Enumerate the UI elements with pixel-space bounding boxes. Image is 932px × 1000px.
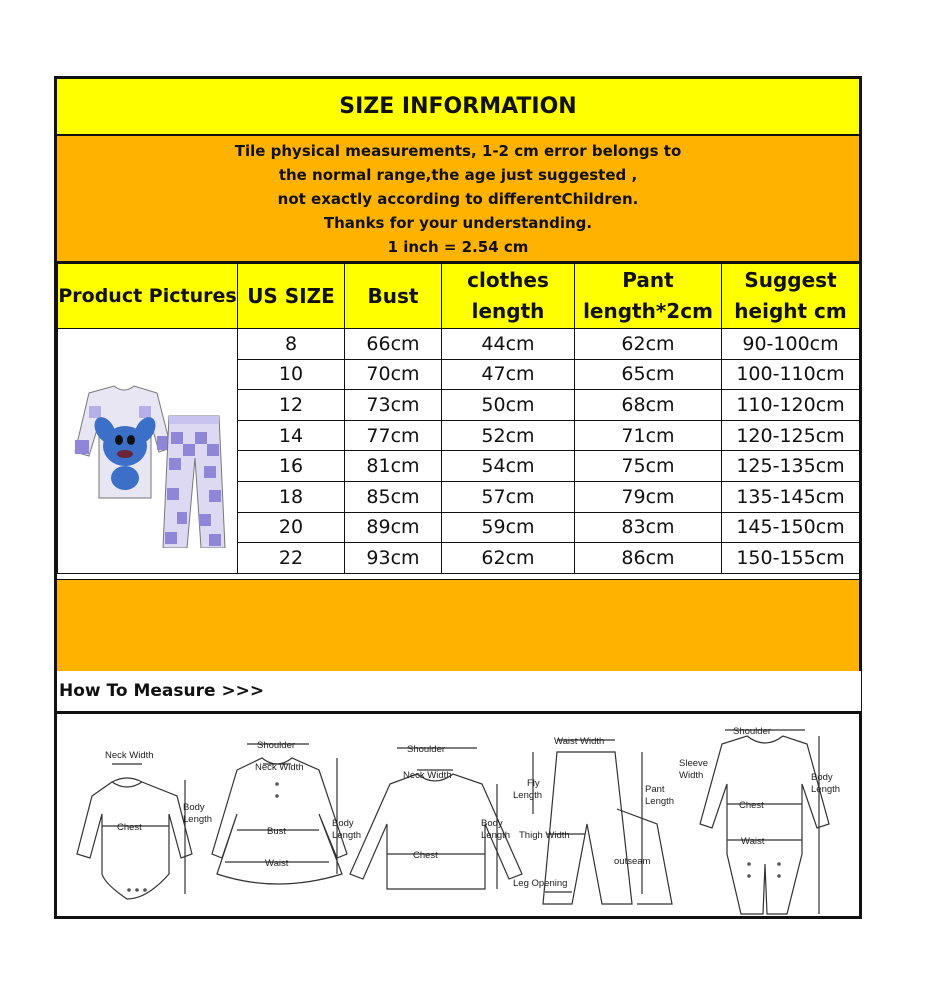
label-body: Body — [183, 802, 205, 813]
table-header-row — [58, 264, 860, 329]
cell-height: 100-110cm — [722, 359, 860, 390]
label-waist-width: Waist Width — [554, 736, 605, 747]
label-body: Body — [332, 818, 354, 829]
cell-bust: 85cm — [345, 481, 442, 512]
cell-bust: 89cm — [345, 512, 442, 543]
cell-bust: 73cm — [345, 390, 442, 421]
label-shoulder: Shoulder — [407, 744, 446, 755]
cell-clothes-length: 62cm — [442, 543, 575, 574]
cell-clothes-length: 50cm — [442, 390, 575, 421]
header-bust: Bust — [345, 264, 442, 329]
cell-bust: 77cm — [345, 420, 442, 451]
cell-clothes-length: 57cm — [442, 481, 575, 512]
label-body: Body — [481, 818, 503, 829]
label-pant: Pant — [645, 784, 665, 795]
label-length: Length — [481, 830, 511, 841]
note-line: 1 inch = 2.54 cm — [387, 237, 529, 256]
cell-pant-length: 83cm — [575, 512, 722, 543]
cell-size: 20 — [238, 512, 345, 543]
cell-clothes-length: 44cm — [442, 329, 575, 360]
cell-pant-length: 86cm — [575, 543, 722, 574]
size-chart — [54, 76, 862, 919]
cell-size: 14 — [238, 420, 345, 451]
cell-size: 18 — [238, 481, 345, 512]
label-sleeve: Sleeve — [679, 758, 709, 769]
cell-size: 10 — [238, 359, 345, 390]
product-picture — [58, 329, 238, 574]
cell-clothes-length: 59cm — [442, 512, 575, 543]
label-pant-length: Length — [645, 796, 675, 807]
label-length: Length — [332, 830, 362, 841]
note-line: Tile physical measurements, 1-2 cm error belongs to — [234, 141, 682, 160]
table-row — [58, 329, 860, 360]
cell-pant-length: 71cm — [575, 420, 722, 451]
cell-bust: 81cm — [345, 451, 442, 482]
label-chest: Chest — [739, 800, 764, 811]
cell-clothes-length: 47cm — [442, 359, 575, 390]
cell-pant-length: 68cm — [575, 390, 722, 421]
cell-pant-length: 65cm — [575, 359, 722, 390]
cell-height: 125-135cm — [722, 451, 860, 482]
label-body: Body — [811, 772, 833, 783]
header-product-pictures: Product Pictures — [58, 264, 238, 329]
cell-height: 110-120cm — [722, 390, 860, 421]
label-chest: Chest — [413, 850, 438, 861]
how-to-measure-heading: How To Measure >>> — [57, 671, 861, 714]
label-waist: Waist — [265, 858, 289, 869]
cell-height: 150-155cm — [722, 543, 860, 574]
cell-pant-length: 62cm — [575, 329, 722, 360]
label-sleeve-width: Width — [679, 770, 704, 781]
label-thigh-width: Thigh Width — [519, 830, 570, 841]
header-clothes-length: clothes length — [442, 264, 575, 329]
cell-clothes-length: 54cm — [442, 451, 575, 482]
note-line: not exactly according to differentChildren. — [277, 189, 639, 208]
cell-height: 145-150cm — [722, 512, 860, 543]
note-line: Thanks for your understanding. — [323, 213, 593, 232]
measurement-diagrams — [57, 714, 859, 916]
label-neck-width: Neck Width — [255, 762, 304, 773]
label-neck-width: Neck Width — [403, 770, 452, 781]
header-pant-length: Pant length*2cm — [575, 264, 722, 329]
header-us-size: US SIZE — [238, 264, 345, 329]
size-table — [57, 263, 860, 574]
cell-size: 8 — [238, 329, 345, 360]
label-fly-length: Length — [513, 790, 543, 801]
label-shoulder: Shoulder — [257, 740, 296, 751]
label-waist: Waist — [741, 836, 765, 847]
cell-size: 16 — [238, 451, 345, 482]
header-suggest-height: Suggest height cm — [722, 264, 860, 329]
cell-pant-length: 79cm — [575, 481, 722, 512]
cell-clothes-length: 52cm — [442, 420, 575, 451]
label-neck-width: Neck Width — [105, 750, 154, 761]
note-line: the normal range,the age just suggested , — [278, 165, 638, 184]
label-chest: Chest — [117, 822, 142, 833]
cell-bust: 70cm — [345, 359, 442, 390]
label-body-length: Length — [811, 784, 841, 795]
cell-size: 22 — [238, 543, 345, 574]
label-bust: Bust — [267, 826, 287, 837]
cell-size: 12 — [238, 390, 345, 421]
cell-height: 120-125cm — [722, 420, 860, 451]
cell-bust: 93cm — [345, 543, 442, 574]
cell-height: 90-100cm — [722, 329, 860, 360]
label-fly: Fly — [527, 778, 540, 789]
label-shoulder: Shoulder — [733, 726, 772, 737]
page-title: SIZE INFORMATION — [57, 79, 859, 136]
orange-spacer-band — [57, 579, 859, 672]
measure-diagram-svg — [57, 714, 859, 916]
label-leg-opening: Leg Opening — [513, 878, 568, 889]
cell-height: 135-145cm — [722, 481, 860, 512]
measurement-notes — [57, 136, 859, 263]
cell-pant-length: 75cm — [575, 451, 722, 482]
label-body-length: Length — [183, 814, 213, 825]
pajama-set-image — [59, 348, 237, 548]
label-outseam: outseam — [614, 856, 651, 867]
cell-bust: 66cm — [345, 329, 442, 360]
